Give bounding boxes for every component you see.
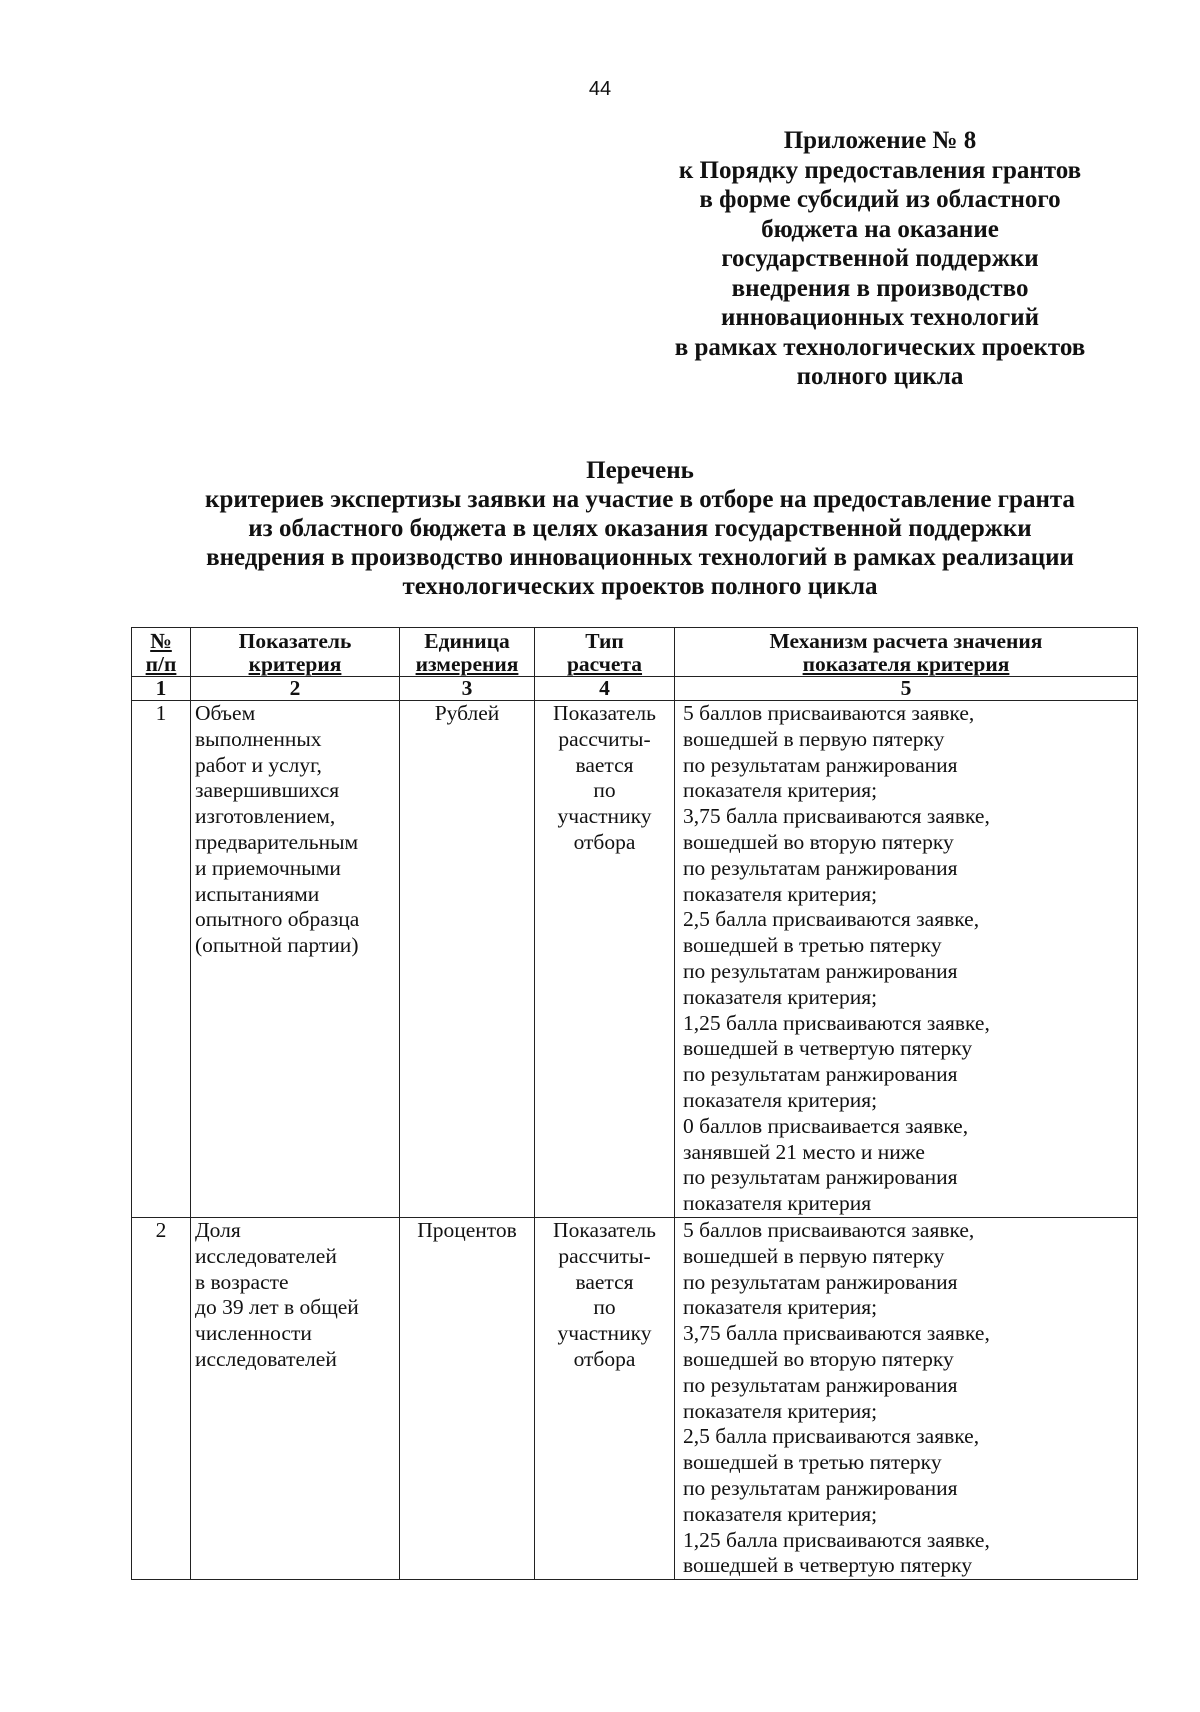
appendix-line: инновационных технологий [720,304,1040,331]
cell-line: 5 баллов присваиваются заявке, [683,701,975,725]
row-type [535,701,675,1218]
cell-line: 1,25 балла присваиваются заявке, [683,1527,990,1552]
cell-line: вошедшей в четвертую пятерку [683,1036,973,1061]
cell-line: выполненных [195,726,322,751]
cell-line: по [593,1295,616,1320]
cell-line: по результатам ранжирования [683,1165,958,1190]
cell-line: по [593,778,616,803]
cell-line: вошедшей во вторую пятерку [683,829,954,854]
cell-line: по результатам ранжирования [683,1475,958,1500]
column-number: 2 [191,677,400,701]
cell-line: до 39 лет в общей [195,1295,359,1320]
column-number: 1 [132,677,191,701]
cell-line: вошедшей в первую пятерку [683,1243,945,1268]
cell-line: 2,5 балла присваиваются заявке, [683,1424,980,1449]
cell-line: (опытной партии) [195,933,359,958]
table-header-row [132,628,1138,677]
cell-line: и приемочными [195,855,341,880]
cell-line: Показатель [553,1217,656,1242]
appendix-line: в рамках технологических проектов [674,333,1086,361]
table-row [132,1217,1138,1579]
cell-line: 2,5 балла присваиваются заявке, [683,907,980,932]
column-number: 3 [400,677,535,701]
column-number: 5 [675,677,1138,701]
cell-line: Объем [195,701,256,725]
header-type: Тип расчета [535,628,675,677]
cell-line: вается [575,752,634,777]
cell-line: участнику [557,804,652,829]
cell-line: показателя критерия; [683,1501,878,1526]
document-title [100,456,1180,601]
cell-line: по результатам ранжирования [683,958,958,983]
row-number: 1 [132,701,191,1218]
cell-line: вошедшей во вторую пятерку [683,1346,954,1371]
cell-line: отбора [573,1346,636,1371]
cell-line: по результатам ранжирования [683,1269,958,1294]
row-indicator [191,701,400,1218]
cell-line: предварительным [195,829,359,854]
header-mechanism: Механизм расчета значения показателя критерия [675,628,1138,677]
cell-line: 0 баллов присваивается заявке, [683,1113,969,1138]
title-heading: Перечень [586,457,694,484]
cell-line: показателя критерия [683,1191,872,1216]
cell-line: 3,75 балла присваиваются заявке, [683,804,990,829]
cell-line: показателя критерия; [683,881,878,906]
row-unit: Процентов [400,1217,535,1579]
cell-line: 5 баллов присваиваются заявке, [683,1217,975,1242]
appendix-line: Приложение № 8 [783,127,977,154]
cell-line: испытаниями [195,881,320,906]
cell-line: отбора [573,829,636,854]
appendix-line: внедрения в производство [731,274,1029,302]
row-mechanism [675,1217,1138,1579]
cell-line: изготовлением, [195,804,336,829]
appendix-line: бюджета на оказание [761,215,999,243]
column-number-row [132,677,1138,701]
cell-line: по результатам ранжирования [683,855,958,880]
row-number: 2 [132,1217,191,1579]
title-line: из областного бюджета в целях оказания государственной поддержки [248,515,1032,542]
appendix-line: к Порядку предоставления грантов [678,156,1082,184]
cell-line: вошедшей в третью пятерку [683,933,942,958]
cell-line: численности [195,1321,312,1346]
cell-line: показателя критерия; [683,1087,878,1112]
title-line: внедрения в производство инновационных технологий в рамках реализации [206,544,1074,571]
cell-line: по результатам ранжирования [683,1062,958,1087]
page-number: 44 [588,78,612,100]
appendix-line: в форме субсидий из областного [699,186,1061,213]
cell-line: вошедшей в третью пятерку [683,1450,942,1475]
row-type [535,1217,675,1579]
column-number: 4 [535,677,675,701]
cell-line: работ и услуг, [195,752,322,777]
cell-line: по результатам ранжирования [683,1372,958,1397]
header-indicator: Показатель критерия [191,628,400,677]
row-unit: Рублей [400,701,535,1218]
appendix-line: государственной поддержки [721,245,1039,272]
cell-line: занявшей 21 место и ниже [683,1139,925,1164]
cell-line: Доля [195,1217,241,1242]
cell-line: участнику [557,1321,652,1346]
cell-line: вошедшей в четвертую пятерку [683,1553,973,1578]
appendix-line: полного цикла [796,363,964,390]
cell-line: рассчиты- [558,726,651,751]
row-mechanism [675,701,1138,1218]
criteria-table [131,627,1138,1580]
cell-line: опытного образца [195,907,360,932]
cell-line: показателя критерия; [683,984,878,1009]
header-unit: Единица измерения [400,628,535,677]
cell-line: завершившихся [195,778,340,803]
cell-line: исследователей [195,1346,337,1371]
title-line: критериев экспертизы заявки на участие в отборе на предоставление гранта [205,486,1075,513]
cell-line: вошедшей в первую пятерку [683,726,945,751]
header-num: № п/п [132,628,191,677]
cell-line: показателя критерия; [683,778,878,803]
cell-line: 1,25 балла присваиваются заявке, [683,1010,990,1035]
cell-line: в возрасте [195,1269,289,1294]
cell-line: показателя критерия; [683,1398,878,1423]
cell-line: исследователей [195,1243,337,1268]
cell-line: Показатель [553,701,656,725]
cell-line: 3,75 балла присваиваются заявке, [683,1321,990,1346]
cell-line: рассчиты- [558,1243,651,1268]
cell-line: по результатам ранжирования [683,752,958,777]
table-row [132,701,1138,1218]
appendix-heading [620,126,1140,392]
row-indicator [191,1217,400,1579]
title-line: технологических проектов полного цикла [402,573,878,600]
cell-line: вается [575,1269,634,1294]
cell-line: показателя критерия; [683,1295,878,1320]
